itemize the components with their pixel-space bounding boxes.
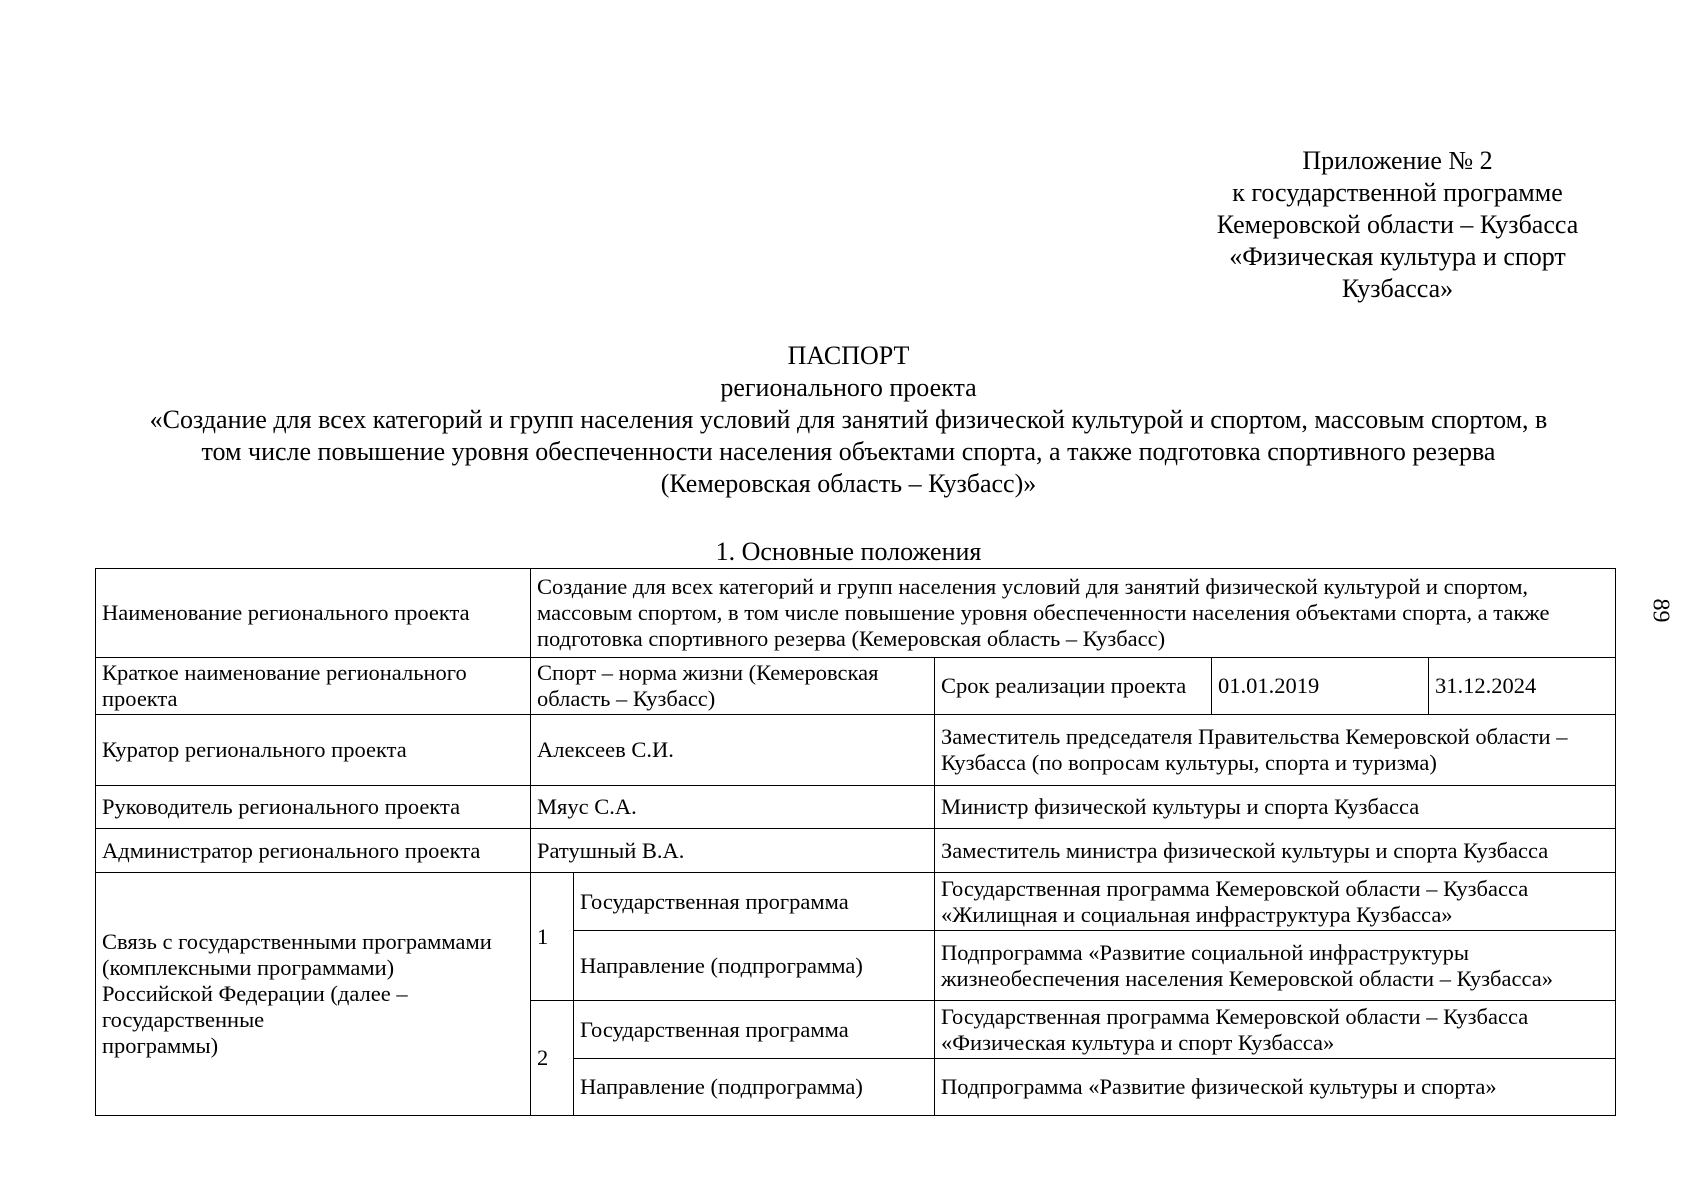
head-position: Министр физической культуры и спорта Кузбасса: [935, 786, 1616, 829]
period-label: Срок реализации проекта: [935, 658, 1212, 715]
section-title: 1. Основные положения: [715, 537, 982, 566]
passport-title: ПАСПОРТ: [787, 341, 910, 370]
row-label: Администратор регионального проекта: [96, 829, 531, 873]
direction-value: Подпрограмма «Развитие социальной инфраструктуры жизнеобеспечения населения Кемеровской области – Кузбасса»: [935, 931, 1616, 1001]
row-label: Наименование регионального проекта: [96, 569, 531, 658]
row-label: Краткое наименование регионального проекта: [96, 658, 531, 715]
direction-label: Направление (подпрограмма): [574, 1059, 935, 1116]
program-value: Государственная программа Кемеровской области – Кузбасса «Физическая культура и спорт Кузбасса»: [935, 1001, 1616, 1059]
appendix-line: к государственной программе: [1232, 178, 1563, 207]
link-number: 2: [531, 1001, 574, 1116]
admin-name: Ратушный В.А.: [531, 829, 935, 873]
passport-name-line: «Создание для всех категорий и групп населения условий для занятий физической культурой и спортом, массовым спортом, в: [149, 405, 1548, 434]
page-number: 89: [1647, 598, 1674, 623]
links-label-line: государственные: [102, 1007, 265, 1032]
passport-name-line: (Кемеровская область – Кузбасс)»: [660, 469, 1037, 498]
row-label: Руководитель регионального проекта: [96, 786, 531, 829]
appendix-header: [1200, 145, 1595, 305]
curator-position: Заместитель председателя Правительства Кемеровской области – Кузбасса (по вопросам культуры, спорта и туризма): [935, 715, 1616, 786]
passport-heading: [80, 340, 1617, 500]
admin-position: Заместитель министра физической культуры и спорта Кузбасса: [935, 829, 1616, 873]
period-end: 31.12.2024: [1429, 658, 1616, 715]
curator-name: Алексеев С.И.: [531, 715, 935, 786]
links-label-line: программы): [102, 1033, 219, 1058]
main-provisions-table: [95, 568, 1616, 1116]
row-label: Куратор регионального проекта: [96, 715, 531, 786]
passport-subtitle: регионального проекта: [720, 373, 977, 402]
links-label-line: Российской Федерации (далее –: [102, 981, 408, 1006]
appendix-line: «Физическая культура и спорт: [1229, 242, 1566, 271]
program-label: Государственная программа: [574, 1001, 935, 1059]
table-row: [96, 786, 1616, 829]
table-row: [96, 658, 1616, 715]
head-name: Мяус С.А.: [531, 786, 935, 829]
link-number: 1: [531, 873, 574, 1001]
appendix-line: Приложение № 2: [1302, 146, 1493, 175]
table-row: [96, 569, 1616, 658]
table-row: [96, 829, 1616, 873]
links-label: [96, 873, 531, 1116]
program-label: Государственная программа: [574, 873, 935, 931]
program-value: Государственная программа Кемеровской области – Кузбасса «Жилищная и социальная инфраструктура Кузбасса»: [935, 873, 1616, 931]
direction-value: Подпрограмма «Развитие физической культуры и спорта»: [935, 1059, 1616, 1116]
short-name-value: Спорт – норма жизни (Кемеровская область – Кузбасс): [531, 658, 935, 715]
passport-name-line: том числе повышение уровня обеспеченности населения объектами спорта, а также подготовка спортивного резерва: [201, 437, 1496, 466]
links-label-line: (комплексными программами): [102, 955, 395, 980]
appendix-line: Кемеровской области – Кузбасса: [1216, 210, 1579, 239]
period-start: 01.01.2019: [1212, 658, 1429, 715]
links-label-line: Связь с государственными программами: [102, 929, 492, 954]
project-name-value: Создание для всех категорий и групп населения условий для занятий физической культурой и спортом, массовым спортом, в том числе повышение уровня обеспеченности населения объектами спорта, а также подготовка спортивного резерва (Кемеровская область – Кузбасс): [531, 569, 1616, 658]
table-row: [96, 715, 1616, 786]
direction-label: Направление (подпрограмма): [574, 931, 935, 1001]
appendix-line: Кузбасса»: [1341, 274, 1454, 303]
table-row: [96, 873, 1616, 931]
